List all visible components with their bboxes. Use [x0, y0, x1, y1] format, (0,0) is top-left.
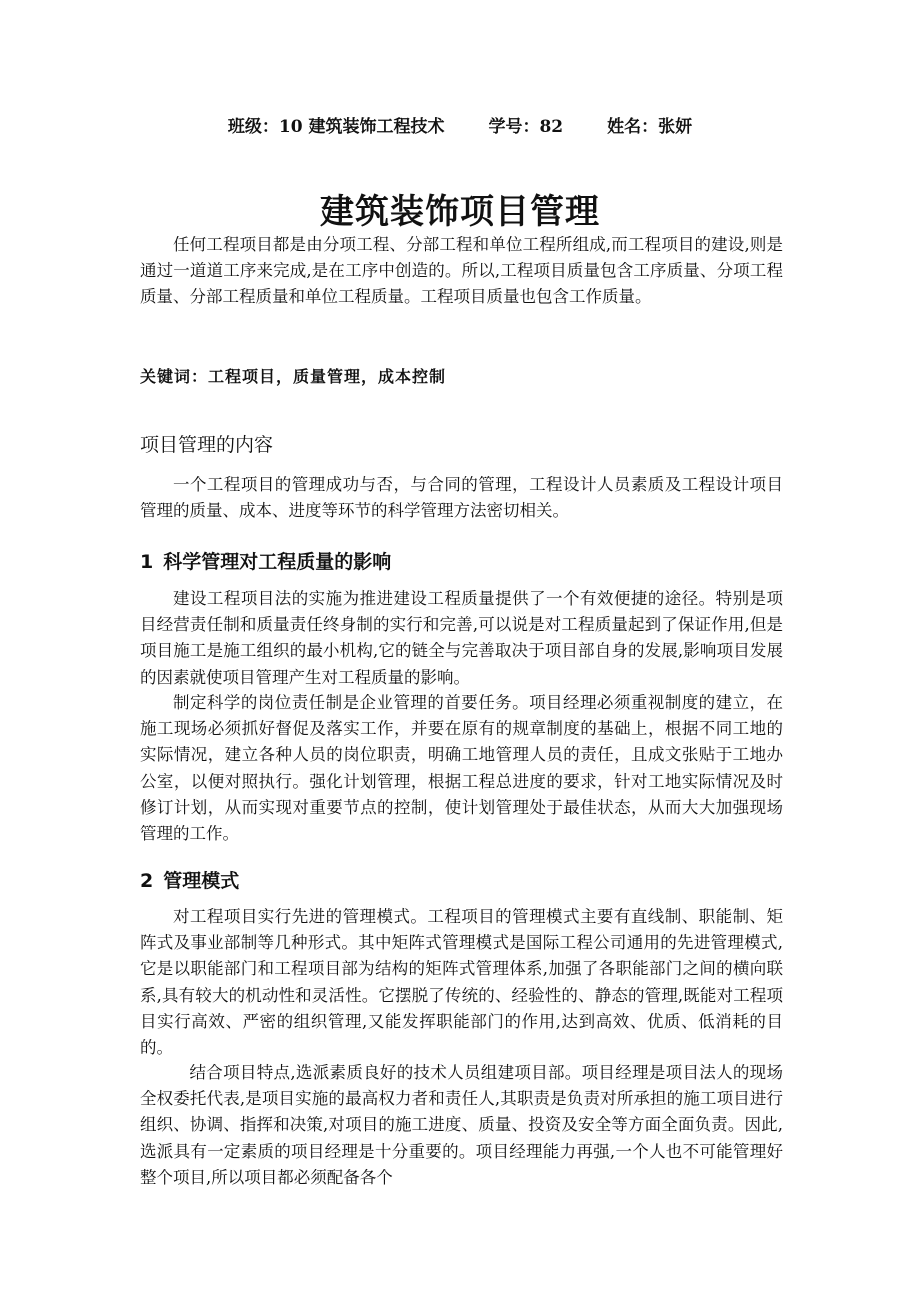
section-heading-text: 管理模式 [163, 870, 240, 892]
section-heading-text: 科学管理对工程质量的影响 [163, 551, 392, 573]
abstract-paragraph: 任何工程项目都是由分项工程、分部工程和单位工程所组成,而工程项目的建设,则是通过一道道工序来完成,是在工序中创造的。所以,工程项目质量包含工序质量、分项工程质量、分部工程质量和单位工程质量。工程项目质量也包含工作质量。 [140, 235, 783, 307]
section-1-paragraph-1: 建设工程项目法的实施为推进建设工程质量提供了一个有效便捷的途径。特别是项目经营责任制和质量责任终身制的实行和完善,可以说是对工程质量起到了保证作用,但是项目施工是施工组织的最小机构,它的链全与完善取决于项目部自身的发展,影响项目发展的因素就使项目管理产生对工程质量的影响。 [140, 589, 783, 687]
section-heading-content: 项目管理的内容 [140, 434, 274, 456]
student-info-line [0, 112, 920, 137]
section-number: 1 [140, 551, 154, 573]
class-label: 班级：10 建筑装饰工程技术 [227, 117, 445, 137]
document-title: 建筑装饰项目管理 [320, 192, 600, 232]
section-2-paragraph-2: 结合项目特点,选派素质良好的技术人员组建项目部。项目经理是项目法人的现场全权委托代表,是项目实施的最高权力者和责任人,其职责是负责对所承担的施工项目进行组织、协调、指挥和决策,对项目的施工进度、质量、投资及安全等方面全面负责。因此,选派具有一定素质的项目经理是十分重要的。项目经理能力再强,一个人也不可能管理好整个项目,所以项目都必须配备各个 [140, 1063, 783, 1187]
section-content-paragraph: 一个工程项目的管理成功与否，与合同的管理，工程设计人员素质及工程设计项目管理的质量、成本、进度等环节的科学管理方法密切相关。 [140, 475, 783, 521]
section-heading-2 [140, 866, 239, 893]
section-2-paragraph-1: 对工程项目实行先进的管理模式。工程项目的管理模式主要有直线制、职能制、矩阵式及事业部制等几种形式。其中矩阵式管理模式是国际工程公司通用的先进管理模式,它是以职能部门和工程项目部为结构的矩阵式管理体系,加强了各职能部门之间的横向联系,具有较大的机动性和灵活性。它摆脱了传统的、经验性的、静态的管理,既能对工程项目实行高效、严密的组织管理,又能发挥职能部门的作用,达到高效、优质、低消耗的目的。 [140, 907, 783, 1058]
section-heading-1 [140, 547, 391, 574]
section-number: 2 [140, 870, 154, 892]
student-id-label: 学号：82 [488, 117, 564, 137]
student-name-label: 姓名：张妍 [607, 117, 693, 137]
keywords-line: 关键词：工程项目，质量管理，成本控制 [140, 367, 447, 386]
section-1-paragraph-2: 制定科学的岗位责任制是企业管理的首要任务。项目经理必须重视制度的建立，在施工现场必须抓好督促及落实工作，并要在原有的规章制度的基础上，根据不同工地的实际情况，建立各种人员的岗位职责，明确工地管理人员的责任，且成文张贴于工地办公室，以便对照执行。强化计划管理，根据工程总进度的要求，针对工地实际情况及时修订计划，从而实现对重要节点的控制，使计划管理处于最佳状态，从而大大加强现场管理的工作。 [140, 693, 783, 844]
